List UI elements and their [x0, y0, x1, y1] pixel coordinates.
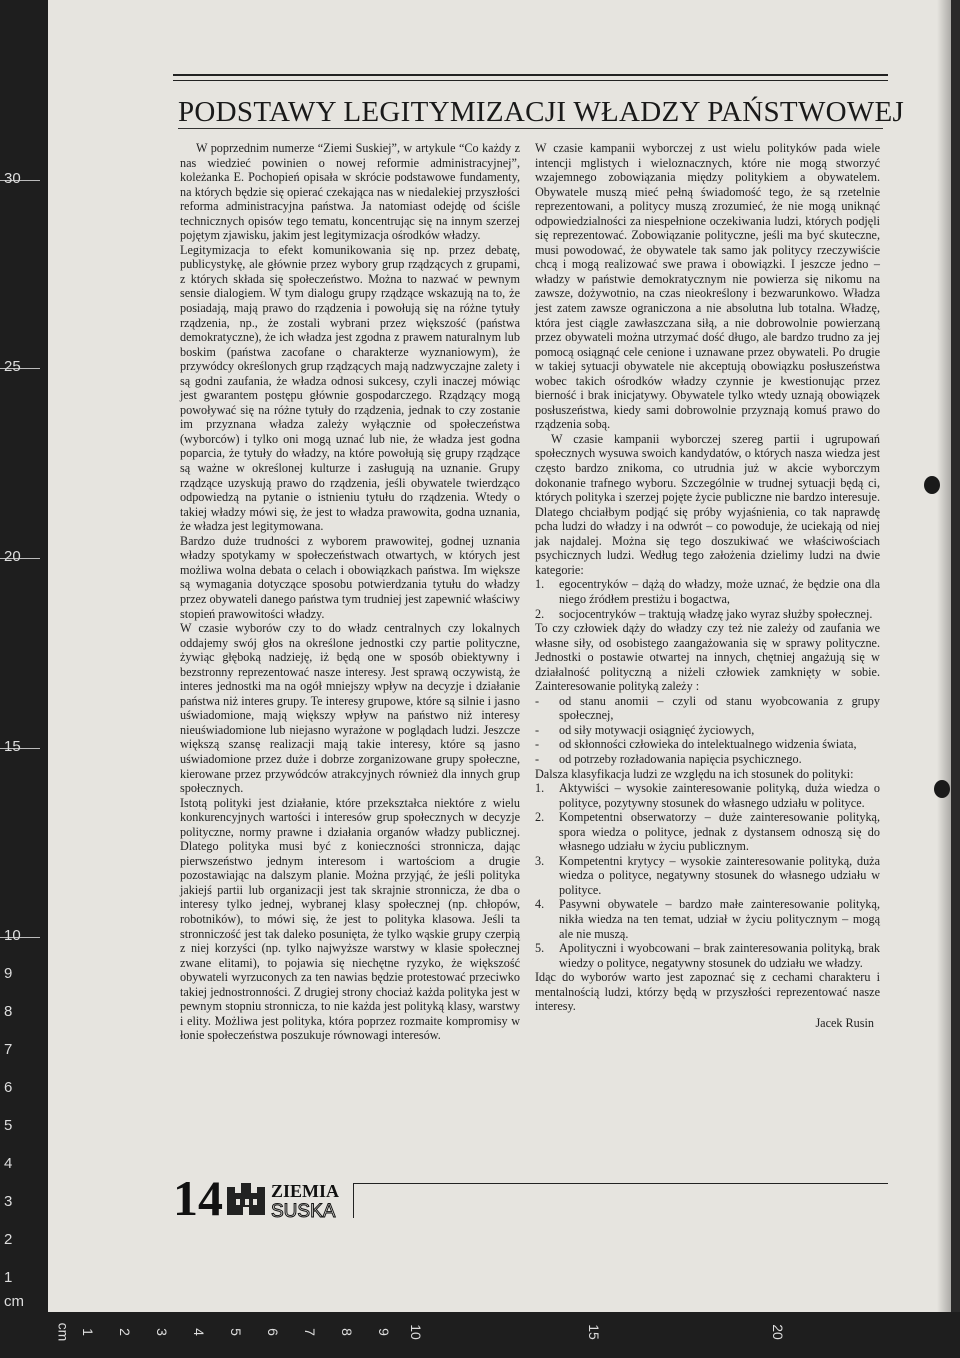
ruler-label: cm — [55, 1322, 72, 1342]
title-rule — [178, 128, 883, 129]
left-ruler — [0, 0, 48, 1358]
ruler-label: 2 — [116, 1328, 133, 1336]
binder-hole — [924, 476, 940, 494]
paragraph: W poprzednim numerze “Ziemi Suskiej”, w artykule “Co każdy z nas wiedzieć powinien o nowej reformie administracyjnej”, koleżanka E. Pochopień opisała w skrócie podstawowe fundamenty, na których będzie się opierać czekająca nas w niedalekiej przyszłości reforma administracyjna państwa. Ja natomiast odejdę od ściśle technicznych opisów tego tematu, koncentrując się na innym szerzej pojętym zjawisku, jakim jest legitymizacja ośrodków władzy. — [180, 141, 520, 243]
paragraph: W czasie kampanii wyborczej szereg partii i ugrupowań społecznych wysuwa swoich kandydatów, o których nasza wiedza jest często bardzo znikoma, co utrudnia już w akcie wyborczym dokonanie trafnego wyboru. Szczególnie w trudnej sytuacji będą ci, których polityka i szerzej pojęte życie publiczne nie bardzo interesuje. Dlatego chciałbym podjąć się próby wyjaśnienia, co tak naprawdę pcha ludzi do władzy i na odwrót – co powoduje, że uciekają od niej jak najdalej. Można się tego doszukiwać we właściwościach psychicznych ludzi. Według tego założenia dzielimy ludzi na dwie kategorie: — [535, 431, 880, 577]
list-item — [535, 607, 880, 622]
ruler-label: 2 — [4, 1231, 13, 1248]
ruler-label: 5 — [4, 1117, 13, 1134]
ruler-label: 8 — [338, 1328, 355, 1336]
ruler-label: 8 — [4, 1003, 13, 1020]
ruler-label: 9 — [375, 1328, 392, 1336]
ruler-label: 30 — [4, 170, 21, 187]
list-item — [535, 752, 880, 767]
ruler-label: 1 — [79, 1328, 96, 1336]
list-item — [535, 810, 880, 854]
ziemia-suska-logo — [223, 1177, 353, 1223]
list-text: Apolityczni i wyobcowani – brak zainteresowania polityką, brak wiedzy o polityce, negatywny stosunek do udziału we władzy. — [559, 941, 880, 970]
ruler-label: 4 — [4, 1155, 13, 1172]
article-title: PODSTAWY LEGITYMIZACJI WŁADZY PAŃSTWOWEJ — [178, 96, 905, 128]
list-marker: 1. — [535, 577, 545, 592]
right-column — [535, 141, 880, 1030]
list-text: Kompetentni krytycy – wysokie zainteresowanie polityką, duża wiedza o polityce, negatywny stosunek do własnego udziału w polityce. — [559, 853, 880, 897]
ruler-label: 15 — [4, 738, 21, 755]
ruler-label: 20 — [769, 1324, 786, 1340]
binder-hole — [934, 780, 950, 798]
ruler-label: 10 — [407, 1324, 424, 1340]
paragraph: W czasie wyborów czy to do władz centralnych czy lokalnych oddajemy swój głos na określone jednostki czy partie polityczne, żywiąc głęboką nadzieję, iż będą one w sposób obiektywny i bezstronny reprezentować nasze interesy. Jest sprawą oczywistą, że interes jednostki ma na ogół mniejszy wpływ na decyzje i działanie państwa niż interes grupy. Te interesy grupowe, które są silnie i jasno uświadomione, mają większy wpływ na państwo niż interesy nieuświadomione lub niejasno wyrażone w poglądach ludzi. Jeszcze większą szansę realizacji mają takie interesy, które są jasno uświadomione przez duże i dobrze zorganizowane grupy społeczne, kierowane przez przywódców atrakcyjnych również dla innych grup społecznych. — [180, 621, 520, 796]
list-item — [535, 781, 880, 810]
list-text: Aktywiści – wysokie zainteresowanie polityką, duża wiedza o polityce, pozytywny stosunek do własnego udziału w polityce. — [559, 781, 880, 810]
page-footer — [173, 1170, 888, 1233]
ruler-label: 20 — [4, 548, 21, 565]
ruler-label: 7 — [4, 1041, 13, 1058]
paragraph: To czy człowiek dąży do władzy czy też nie zależy od zaufania we własne siły, od osobistego zaangażowania się w sprawy polityczne. Jednostki o postawie otwartej na innych, chętniej angażują się w działalność polityczną a niżeli człowiek zamknięty w sobie. Zainteresowanie polityką zależy : — [535, 621, 880, 694]
list-text: od siły motywacji osiągnięć życiowych, — [559, 722, 755, 737]
castle-icon — [227, 1183, 265, 1215]
list-marker: - — [535, 693, 540, 708]
ruler-label: 7 — [301, 1328, 318, 1336]
list-item — [535, 941, 880, 970]
list-item — [535, 897, 880, 941]
ruler-label: 4 — [190, 1328, 207, 1336]
footer-rule — [353, 1183, 354, 1218]
list-marker: - — [535, 751, 540, 766]
left-column — [180, 141, 520, 1043]
list-marker: 1. — [535, 781, 545, 796]
ruler-label: cm — [4, 1293, 24, 1310]
list-text: socjocentryków – traktują władzę jako wyraz służby społecznej. — [559, 606, 873, 621]
list-marker: 3. — [535, 853, 545, 868]
header-rule — [173, 74, 888, 76]
page-number: 14 — [173, 1170, 223, 1226]
list-item — [535, 723, 880, 738]
logo-line2: SUSKA — [271, 1201, 336, 1222]
list-text: Kompetentni obserwatorzy – duże zainteresowanie polityką, spora wiedza o polityce, jednak z dystansem odnoszą się do własnego udziału w życiu publicznym. — [559, 810, 880, 854]
paragraph: Legitymizacja to efekt komunikowania się np. przez debatę, publicystykę, ale głównie przez wybory grup rządzących z grupami, z których składa się społeczeństwo. Można to nazwać w pewnym sensie dialogiem. W tym dialogu grupy rządzące wskazują na to, że posiadają, mają prawo do rządzenia i powołują się na różne tytuły rządzenia, np., że zostali wybrani przez większość (państwa demokratyczne), że ich władza jest zgodna z prawem naturalnym lub boskim (państwa zacofane o charakterze wyznaniowym), że przywódcy określonych grup rządzących mają nadzwyczajne zalety i są godni zaufania, że władza odnosi sukcesy, czyli inaczej mówiąc jest gwarantem postępu głównie gospodarczego. Rządzący mogą powoływać się na różne tytuły do rządzenia, jednak to czy zostanie im przyznana władza zależy wyłącznie od społeczeństwa (wyborców) i tylko oni mogą uznać lub nie, że władza jest godna poparcia, że tytuły do władzy, na które powołują się grupy rządzące są ważne w określonej kulturze i zasługują na uznanie. Grupy rządzące uzyskują prawo do rządzenia, jeśli obywatele twierdząco odpowiedzą na pytanie o istnieniu tytułu do rządzenia. Wtedy o takiej władzy mówi się, że jest to władza prawowita, godna uznania, że władza jest legitymowana. — [180, 242, 520, 534]
ruler-label: 5 — [227, 1328, 244, 1336]
page-edge-shadow — [937, 0, 951, 1312]
paragraph: Dalsza klasyfikacja ludzi ze względu na ich stosunek do polityki: — [535, 766, 854, 781]
paragraph: Istotą polityki jest działanie, które przekształca niektóre z wielu konkurencyjnych wartości i interesów grup społecznych w decyzje polityczne, normy prawne i działania organów władzy publicznej. Dlatego polityka musi być z konieczności stronnicza, dając pierwszeństwo jednym interesom i wartościom a drugie pozostawiając na dalszym planie. Można przyjąć, że jeśli polityka jakiejś partii lub organizacji jest tak skrajnie stronnicza, że dba o interesy tylko jednej, wybranej klasy społecznej (np. chłopów, robotników), to mówi się, że jest to polityka klasowa. Jeśli ta stronniczość jest tak daleko posunięta, że tylko wąskie grupy czerpią z niej korzyści (np. tylko najwyższe warstwy w klasie społecznej zwane elitami), to pojawia się niechętne ryzyko, że większość obywateli wyrzuconych za ten nawias będzie protestować przeciwko takiej jednostronności. Z drugiej strony chociaż każda polityka jest w pewnym stopniu stronnicza, to nie każda jest polityką klasy, warstwy i elity. Możliwa jest polityka, która poprzez rozmaite kompromisy w łonie społeczeństwa poszukuje równowagi interesów. — [180, 795, 520, 1043]
ruler-label: 1 — [4, 1269, 13, 1286]
paragraph: Bardzo duże trudności z wyborem prawowitej, godnej uznania władzy spotykamy w społeczeństwach otwartych, w których jest możliwa wolna debata o celach i obowiązkach państwa. Im większe są wymagania dotyczące sposobu potwierdzania tytułu do władzy przez obywateli danego państwa tym trudniej jest zapewnić właściwy stopień prawowitości władzy. — [180, 533, 520, 621]
list-text: egocentryków – dążą do władzy, może uznać, że będzie ona dla niego źródłem prestiżu i bogactwa, — [559, 577, 880, 606]
list-text: od skłonności człowieka do intelektualnego widzenia świata, — [559, 737, 857, 752]
list-marker: 5. — [535, 941, 545, 956]
footer-rule — [353, 1183, 888, 1184]
ruler-label: 3 — [153, 1328, 170, 1336]
list-text: od stanu anomii – czyli od stanu wyobcowania z grupy społecznej, — [559, 693, 880, 723]
list-item — [535, 737, 880, 752]
list-text: Pasywni obywatele – bardzo małe zainteresowanie polityką, nikła wiedza na ten temat, udział w życiu politycznym – mogą ale nie muszą. — [559, 897, 880, 941]
ruler-label: 9 — [4, 965, 13, 982]
header-rule — [173, 80, 888, 81]
author-signature: Jacek Rusin — [815, 1015, 874, 1030]
paragraph: Idąc do wyborów warto jest zapoznać się z cechami charakteru i mentalnością ludzi, którzy będą w przyszłości reprezentować nasze interesy. — [535, 970, 880, 1014]
ruler-label: 6 — [4, 1079, 13, 1096]
list-item — [535, 694, 880, 723]
ruler-label: 10 — [4, 927, 21, 944]
list-marker: 2. — [535, 606, 545, 621]
paragraph: W czasie kampanii wyborczej z ust wielu polityków pada wiele intencji mglistych i wieloznacznych, które nie mogą stworzyć wzajemnego zobowiązania między politykiem a obywatelem. Obywatele muszą mieć pełną świadomość tego, że są rzetelnie reprezentowani, a politycy muszą zrozumieć, że nie mogą uniknąć odpowiedzialności za niespełnione oczekiwania ludzi, których podjęli się reprezentować. Zobowiązanie polityczne, jeśli ma być skuteczne, musi powodować, że obywatele tak samo jak politycy rzeczywiście chcą i mogą realizować swe prawa i obowiązki. I jeszcze jedno – władzy w państwie demokratycznym nie powierza się nikomu na zawsze, dożywotnio, na czas nieokreślony i bezwarunkowo. Władza jest zatem zawsze ograniczona a nie absolutna lub totalna. Władzę, która jest ciągle zawłaszczana siłą, a nie dobrowolnie powierzaną przez obywateli można utrzymać dość długo, ale bardzo trudno za jej pomocą osiągnąć cele cenione i uznawane przez obywateli. Po drugie w takiej sytuacji obywatele nie akceptują obowiązku posłuszeństwa wobec takich ośrodków władzy czynnie je kwestionując przez bierność i brak inicjatywy. Obywatele tylko wtedy uznają obowiązek posłuszeństwa, kiedy sami dobrowolnie przyznają komuś prawo do rządzenia sobą. — [535, 141, 880, 432]
logo-line1: ZIEMIA — [271, 1181, 340, 1201]
list-item — [535, 854, 880, 898]
ruler-label: 6 — [264, 1328, 281, 1336]
list-text: od potrzeby rozładowania napięcia psychicznego. — [559, 751, 802, 766]
ruler-label: 15 — [585, 1324, 602, 1340]
list-marker: 4. — [535, 897, 545, 912]
bottom-ruler — [48, 1312, 960, 1358]
list-item — [535, 577, 880, 606]
ruler-label: 25 — [4, 358, 21, 375]
list-marker: 2. — [535, 810, 545, 825]
list-marker: - — [535, 737, 540, 752]
list-marker: - — [535, 722, 540, 737]
ruler-label: 3 — [4, 1193, 13, 1210]
magazine-page — [48, 0, 951, 1312]
